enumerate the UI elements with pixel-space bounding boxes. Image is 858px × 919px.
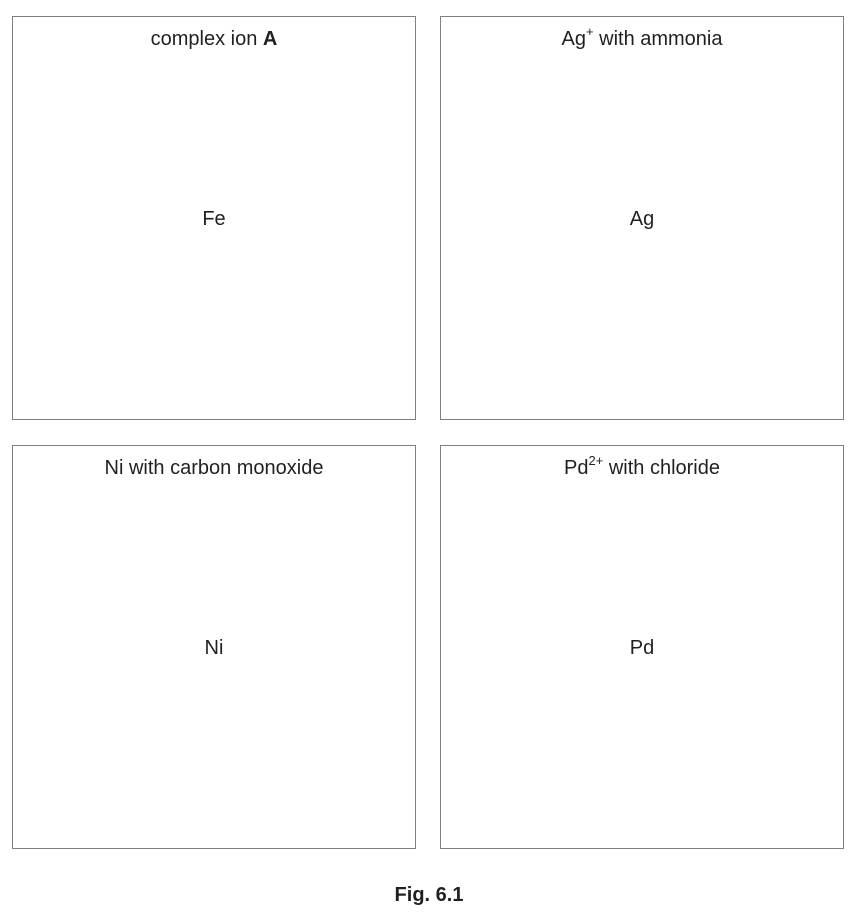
panel-complex-ion-a (12, 16, 416, 420)
metal-label-fe: Fe (202, 208, 226, 230)
panel-title-ligand: with ammonia (593, 28, 723, 50)
panel-title-text: complex ion (150, 28, 263, 50)
panel-title-charge: 2+ (588, 453, 604, 469)
panel-title (13, 27, 415, 51)
panel-title (441, 453, 843, 480)
metal-label-ag: Ag (629, 208, 655, 230)
panel-ag-ammonia (440, 16, 844, 420)
metal-label-ni: Ni (204, 637, 224, 659)
panel-pd-chloride (440, 445, 844, 849)
metal-label-pd: Pd (629, 637, 655, 659)
panel-title-ion: Ag (561, 28, 586, 50)
panel-title-ion: Pd (563, 457, 589, 479)
panel-title-bold: A (262, 28, 278, 50)
panel-title: Ni with carbon monoxide (104, 457, 324, 479)
panel-title-charge: + (585, 24, 594, 40)
panel-title (441, 24, 843, 51)
panel-title-ligand: with chloride (603, 457, 720, 479)
panel-ni-carbon-monoxide (12, 445, 416, 849)
figure-caption: Fig. 6.1 (394, 884, 464, 906)
